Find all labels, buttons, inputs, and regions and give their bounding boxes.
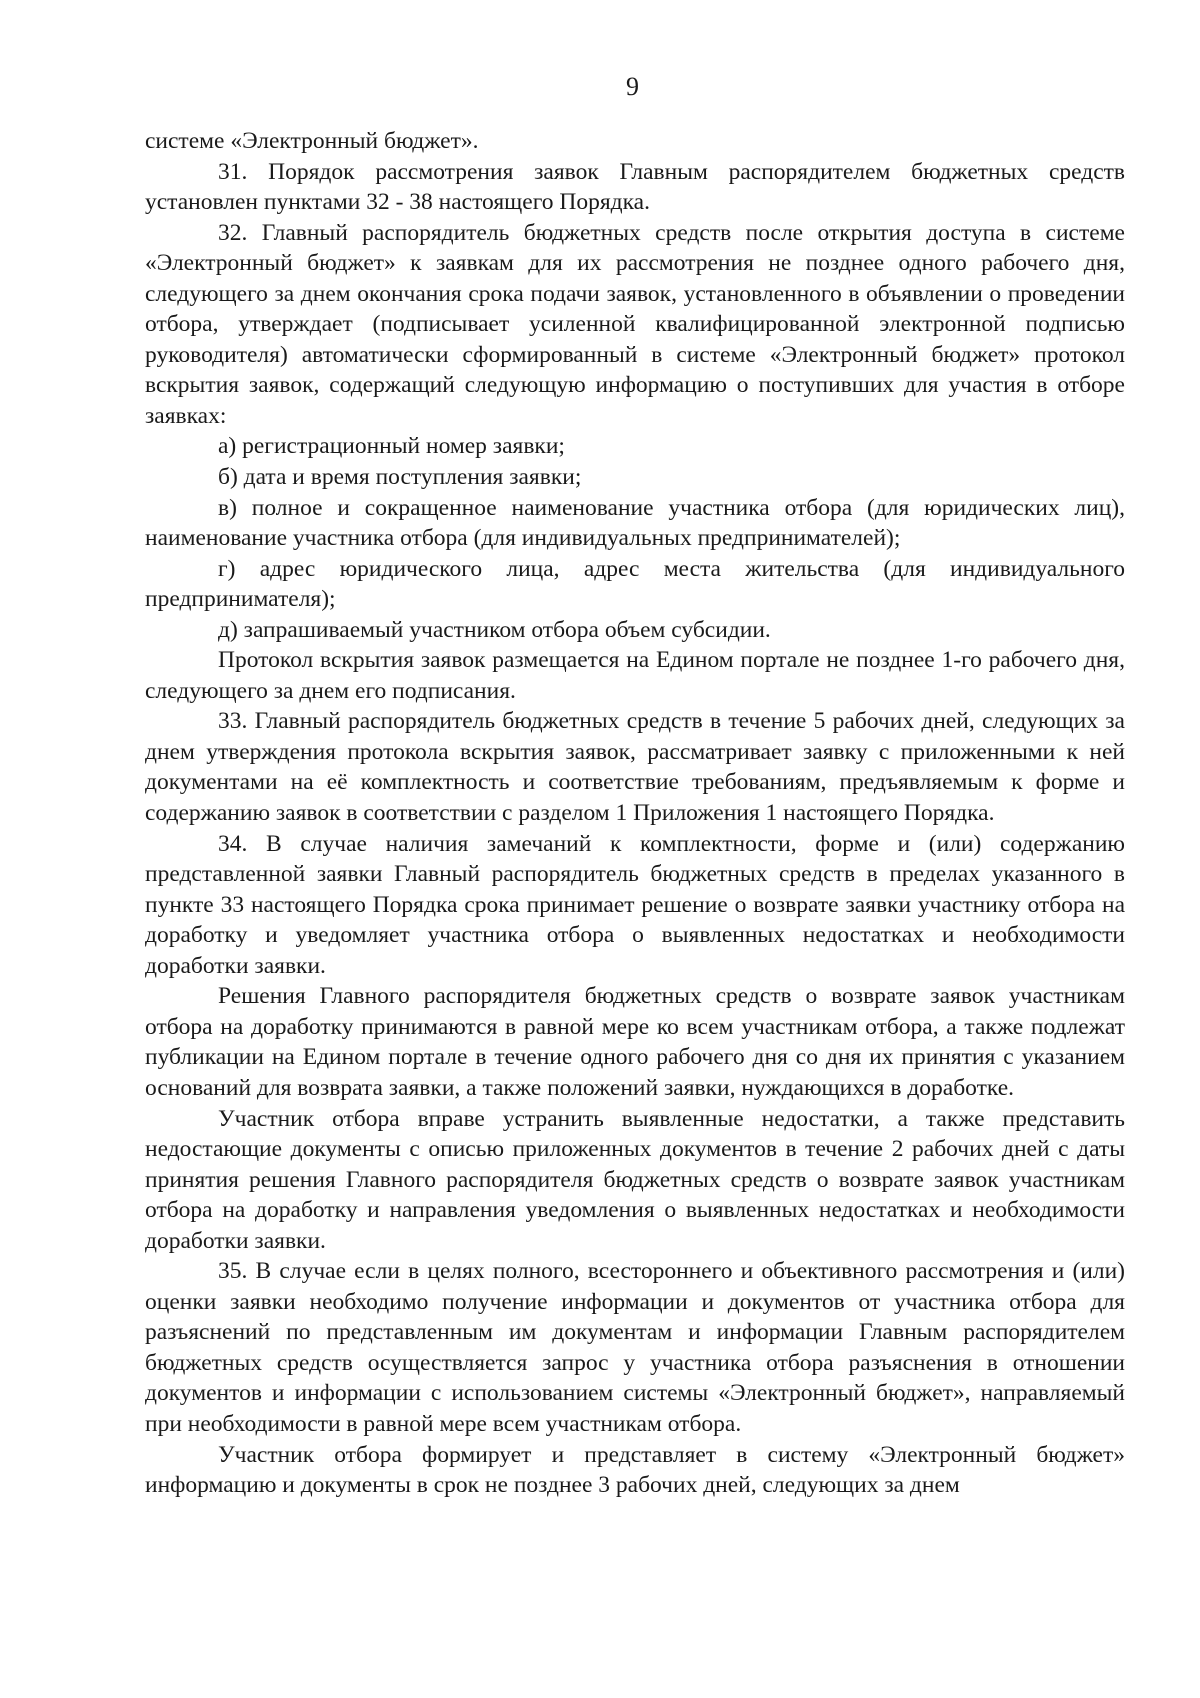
paragraph-item-32: 32. Главный распорядитель бюджетных средств после открытия доступа в системе «Электронный бюджет» к заявкам для их рассмотрения не позднее одного рабочего дня, следующего за днем окончания срока подачи заявок, установленного в объявлении о проведении отбора, утверждает (подписывает усиленной квалифицированной электронной подписью руководителя) автоматически сформированный в системе «Электронный бюджет» протокол вскрытия заявок, содержащий следующую информацию о поступивших для участия в отборе заявках: xyxy=(145,219,1125,429)
list-item-a: а) регистрационный номер заявки; xyxy=(218,433,565,460)
page-number: 9 xyxy=(626,72,639,101)
document-body xyxy=(145,126,1125,1501)
paragraph-item-35: 35. В случае если в целях полного, всестороннего и объективного рассмотрения и (или) оценки заявки необходимо получение информации и документов от участника отбора для разъяснений по представленным им документам и информации Главным распорядителем бюджетных средств осуществляется запрос у участника отбора разъяснения в отношении документов и информации с использованием системы «Электронный бюджет», направляемый при необходимости в равной мере всем участникам отбора. xyxy=(145,1258,1125,1437)
list-item-d: д) запрашиваемый участником отбора объем субсидии. xyxy=(218,616,771,643)
paragraph-participant-rights: Участник отбора вправе устранить выявленные недостатки, а также представить недостающие документы с описью приложенных документов в течение 2 рабочих дней с даты принятия решения Главного распорядителя бюджетных средств о возврате заявок участникам отбора на доработку и направления уведомления о выявленных недостатках и необходимости доработки заявки. xyxy=(145,1105,1125,1254)
paragraph-item-33: 33. Главный распорядитель бюджетных средств в течение 5 рабочих дней, следующих за днем утверждения протокола вскрытия заявок, рассматривает заявку с приложенными к ней документами на её комплектность и соответствие требованиям, предъявляемым к форме и содержанию заявок в соответствии с разделом 1 Приложения 1 настоящего Порядка. xyxy=(145,708,1125,827)
paragraph-item-34: 34. В случае наличия замечаний к комплектности, форме и (или) содержанию представленной заявки Главный распорядитель бюджетных средств в пределах указанного в пункте 33 настоящего Порядка срока принимает решение о возврате заявки участнику отбора на доработку и уведомляет участника отбора о выявленных недостатках и необходимости доработки заявки. xyxy=(145,830,1125,979)
list-item-g: г) адрес юридического лица, адрес места жительства (для индивидуального предпринимателя); xyxy=(145,555,1125,613)
paragraph-return-decisions: Решения Главного распорядителя бюджетных средств о возврате заявок участникам отбора на доработку принимаются в равной мере ко всем участникам отбора, а также подлежат публикации на Едином портале в течение одного рабочего дня со дня их принятия с указанием оснований для возврата заявки, а также положений заявки, нуждающихся в доработке. xyxy=(145,983,1125,1101)
list-item-b: б) дата и время поступления заявки; xyxy=(218,464,582,491)
paragraph-item-31: 31. Порядок рассмотрения заявок Главным распорядителем бюджетных средств установлен пунктами 32 - 38 настоящего Порядка. xyxy=(145,158,1125,216)
paragraph-participant-submission: Участник отбора формирует и представляет в систему «Электронный бюджет» информацию и документы в срок не позднее 3 рабочих дней, следующих за днем xyxy=(145,1441,1125,1499)
paragraph-continuation: системе «Электронный бюджет». xyxy=(145,128,479,154)
list-item-v: в) полное и сокращенное наименование участника отбора (для юридических лиц), наименование участника отбора (для индивидуальных предпринимателей); xyxy=(145,494,1125,552)
paragraph-protocol-publication: Протокол вскрытия заявок размещается на Едином портале не позднее 1-го рабочего дня, следующего за днем его подписания. xyxy=(145,647,1125,704)
